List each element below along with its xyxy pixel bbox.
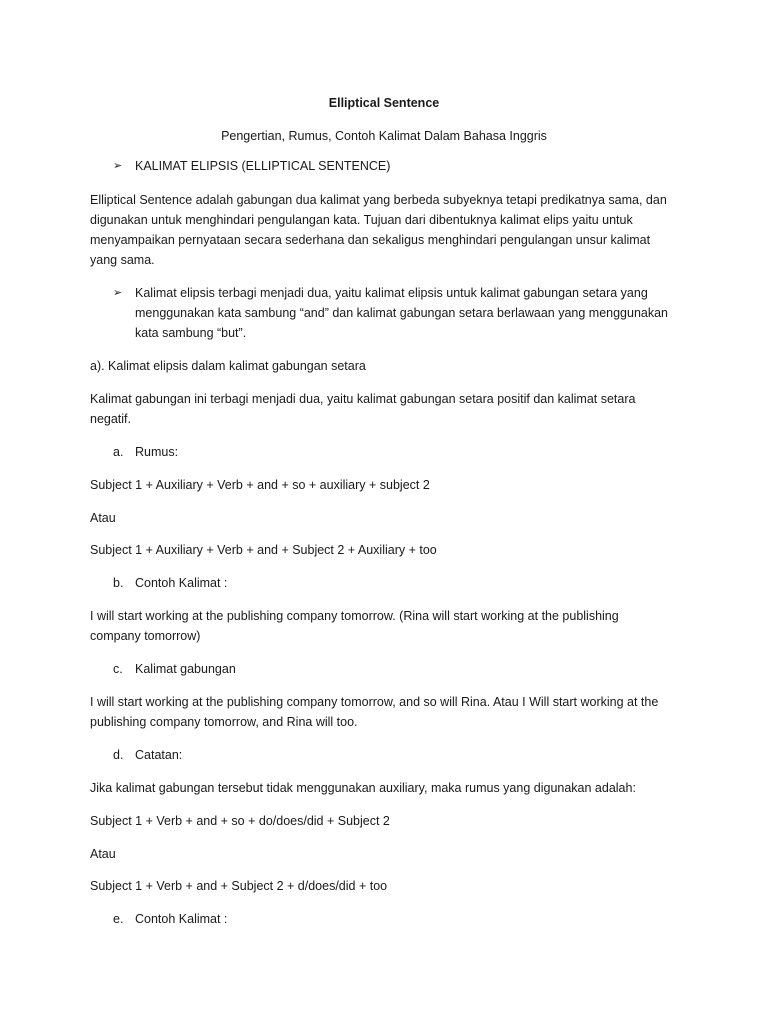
- list-letter: c.: [113, 662, 123, 676]
- list-letter: b.: [113, 576, 124, 590]
- list-label-catatan: Catatan:: [135, 748, 183, 762]
- paragraph-line: Elliptical Sentence adalah gabungan dua kalimat yang berbeda subyeknya tetapi predikatnya sama, dan: [90, 193, 667, 207]
- list-label-rumus: Rumus:: [135, 445, 179, 459]
- formula-line: Subject 1 + Verb + and + so + do/does/did + Subject 2: [90, 814, 390, 828]
- document-subtitle: Pengertian, Rumus, Contoh Kalimat Dalam Bahasa Inggris: [221, 129, 547, 143]
- formula-line: Subject 1 + Auxiliary + Verb + and + Subject 2 + Auxiliary + too: [90, 543, 437, 557]
- atau-text: Atau: [90, 511, 116, 525]
- paragraph-line: negatif.: [90, 412, 132, 426]
- list-label-kalimat-gabungan: Kalimat gabungan: [135, 662, 236, 676]
- heading-kalimat-elipsis: KALIMAT ELIPSIS (ELLIPTICAL SENTENCE): [135, 159, 391, 173]
- bullet-line: menggunakan kata sambung “and” dan kalimat gabungan setara berlawaan yang menggunakan: [135, 306, 669, 320]
- list-letter: e.: [113, 912, 124, 926]
- note-line: Jika kalimat gabungan tersebut tidak menggunakan auxiliary, maka rumus yang digunakan adalah:: [90, 781, 636, 795]
- paragraph-line: menyampaikan pernyataan secara sederhana dan sekaligus menghindari pengulangan unsur kalimat: [90, 233, 651, 247]
- arrow-bullet-icon: ➢: [113, 287, 123, 299]
- arrow-bullet-icon: ➢: [113, 160, 123, 172]
- atau-text: Atau: [90, 847, 116, 861]
- list-letter: d.: [113, 748, 124, 762]
- list-label-contoh-2: Contoh Kalimat :: [135, 912, 228, 926]
- bullet-line: kata sambung “but”.: [135, 326, 247, 340]
- example-line: I will start working at the publishing company tomorrow. (Rina will start working at the publishing: [90, 609, 619, 623]
- example-line: company tomorrow): [90, 629, 201, 643]
- paragraph-line: yang sama.: [90, 253, 155, 267]
- formula-line: Subject 1 + Auxiliary + Verb + and + so + auxiliary + subject 2: [90, 478, 430, 492]
- document-title: Elliptical Sentence: [328, 96, 440, 110]
- paragraph-line: Kalimat gabungan ini terbagi menjadi dua, yaitu kalimat gabungan setara positif dan kalimat setara: [90, 392, 636, 406]
- formula-line: Subject 1 + Verb + and + Subject 2 + d/does/did + too: [90, 879, 388, 893]
- example-line: publishing company tomorrow, and Rina will too.: [90, 715, 358, 729]
- list-letter: a.: [113, 445, 124, 459]
- bullet-line: Kalimat elipsis terbagi menjadi dua, yaitu kalimat elipsis untuk kalimat gabungan setara yang: [135, 286, 648, 300]
- example-line: I will start working at the publishing company tomorrow, and so will Rina. Atau I Will start working at the: [90, 695, 659, 709]
- section-heading-a: a). Kalimat elipsis dalam kalimat gabungan setara: [90, 359, 366, 373]
- paragraph-line: digunakan untuk menghindari pengulangan kata. Tujuan dari dibentuknya kalimat elips yaitu untuk: [90, 213, 633, 227]
- list-label-contoh: Contoh Kalimat :: [135, 576, 228, 590]
